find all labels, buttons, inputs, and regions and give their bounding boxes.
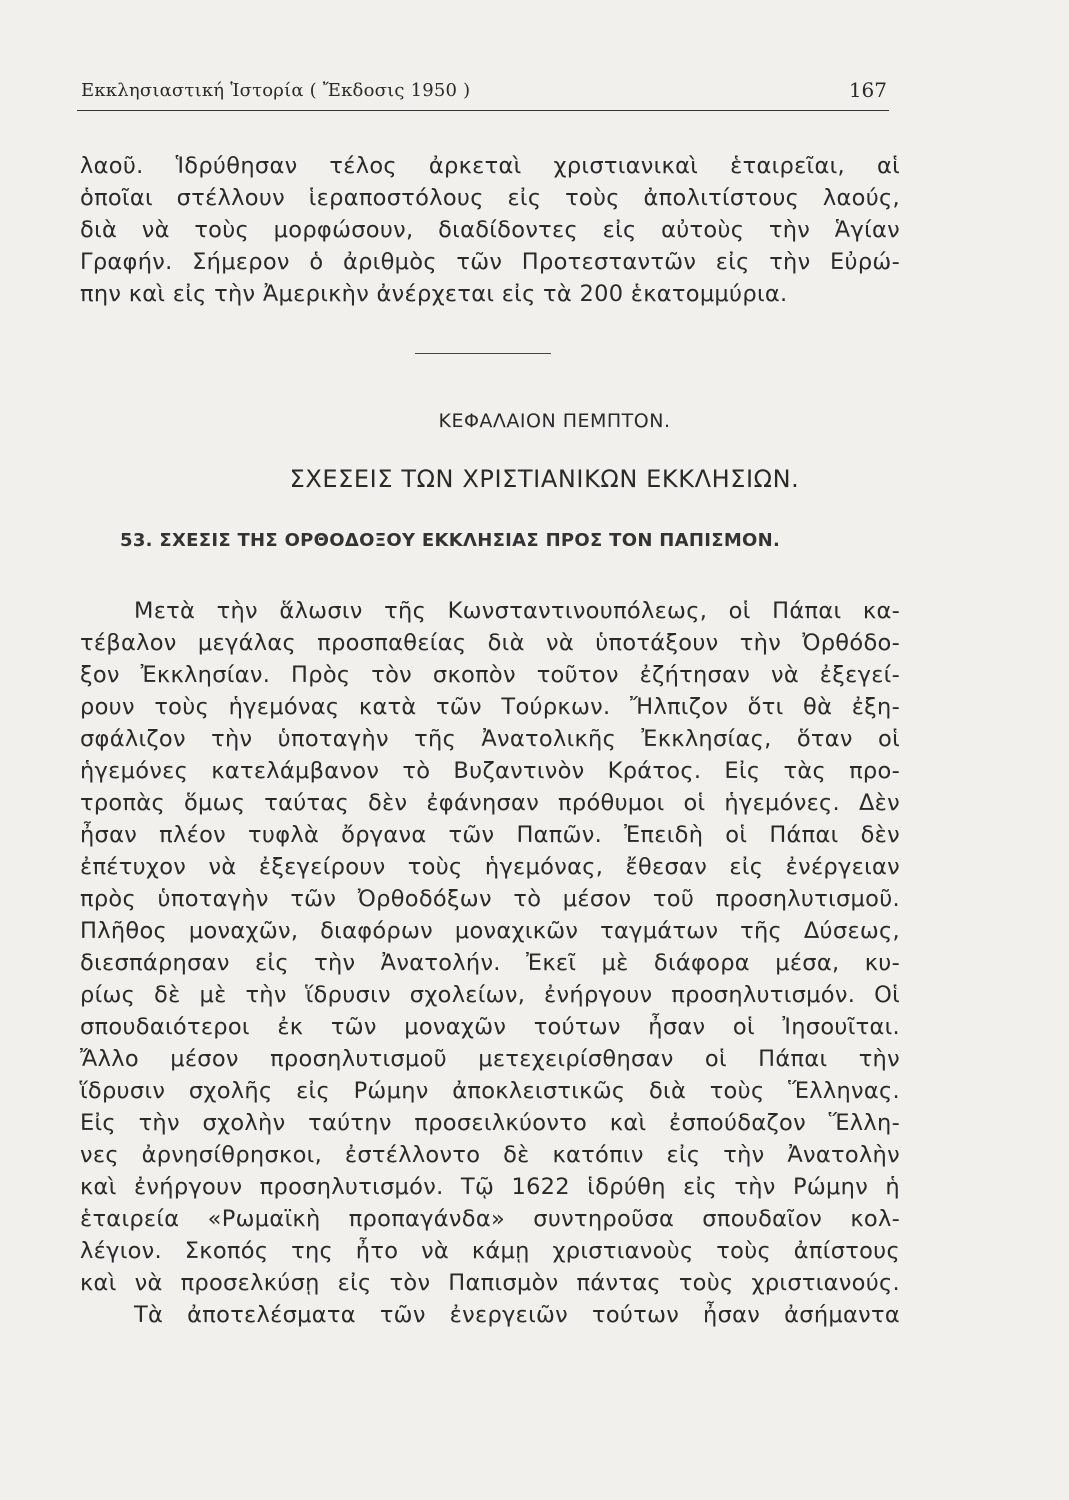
page-number: 167 [848,78,887,102]
text-line: πρὸς ὑποταγὴν τῶν Ὀρθοδόξων τὸ μέσον τοῦ προσηλυτισμοῦ. [80,886,900,912]
body-paragraph [80,595,900,1331]
text-line: ξον Ἐκκλησίαν. Πρὸς τὸν σκοπὸν τοῦτον ἐζήτησαν νὰ ἐξεγεί- [80,662,900,688]
text-line: Μετὰ τὴν ἅλωσιν τῆς Κωνσταντινουπόλεως, οἱ Πάπαι κα- [134,598,900,624]
text-line: Εἰς τὴν σχολὴν ταύτην προσειλκύοντο καὶ ἐσπούδαζον Ἕλλη- [80,1110,900,1136]
text-line: ἵδρυσιν σχολῆς εἰς Ρώμην ἀποκλειστικῶς διὰ τοὺς Ἕλληνας. [80,1078,900,1104]
text-line: Ἄλλο μέσον προσηλυτισμοῦ μετεχειρίσθησαν οἱ Πάπαι τὴν [80,1046,900,1072]
text-line: καὶ ἐνήργουν προσηλυτισμόν. Τῷ 1622 ἱδρύθη εἰς τὴν Ρώμην ἡ [80,1174,900,1200]
text-line: ἑταιρεία «Ρωμαϊκὴ προπαγάνδα» συντηροῦσα σπουδαῖον κολ- [80,1206,900,1232]
text-line: τροπὰς ὅμως ταύτας δὲν ἐφάνησαν πρόθυμοι οἱ ἡγεμόνες. Δὲν [80,790,900,816]
section-heading: 53. ΣΧΕΣΙΣ ΤΗΣ ΟΡΘΟΔΟΞΟΥ ΕΚΚΛΗΣΙΑΣ ΠΡΟΣ ΤΟΝ ΠΑΠΙΣΜΟΝ. [120,530,781,551]
text-line: Γραφήν. Σήμερον ὁ ἀριθμὸς τῶν Προτεσταντῶν εἰς τὴν Εὐρώ- [80,249,900,275]
text-line: λέγιον. Σκοπός της ἦτο νὰ κάμῃ χριστιανοὺς τοὺς ἀπίστους [80,1238,900,1264]
text-line: Τὰ ἀποτελέσματα τῶν ἐνεργειῶν τούτων ἦσαν ἀσήμαντα [134,1302,900,1328]
text-line: ρίως δὲ μὲ τὴν ἵδρυσιν σχολείων, ἐνήργουν προσηλυτισμόν. Οἱ [80,982,900,1008]
running-title: Εκκλησιαστική Ἱστορία ( Ἔκδοσις 1950 ) [81,80,471,101]
text-line: σπουδαιότεροι ἐκ τῶν μοναχῶν τούτων ἦσαν οἱ Ἰησουῖται. [80,1014,900,1040]
text-line: καὶ νὰ προσελκύσῃ εἰς τὸν Παπισμὸν πάντας τοὺς χριστιανούς. [80,1270,900,1296]
text-line: σφάλιζον τὴν ὑποταγὴν τῆς Ἀνατολικῆς Ἐκκλησίας, ὅταν οἱ [80,726,900,752]
running-header [77,76,889,111]
section-divider [415,353,551,354]
text-line: διεσπάρησαν εἰς τὴν Ἀνατολήν. Ἐκεῖ μὲ διάφορα μέσα, κυ- [80,950,900,976]
text-line: ὁποῖαι στέλλουν ἱεραποστόλους εἰς τοὺς ἀπολιτίστους λαούς, [80,185,900,211]
text-line: λαοῦ. Ἱδρύθησαν τέλος ἀρκεταὶ χριστιανικαὶ ἑταιρεῖαι, αἱ [80,153,900,179]
intro-paragraph [80,150,900,310]
text-line: ρουν τοὺς ἡγεμόνας κατὰ τῶν Τούρκων. Ἤλπιζον ὅτι θὰ ἐξη- [80,694,900,720]
text-line: ἦσαν πλέον τυφλὰ ὄργανα τῶν Παπῶν. Ἐπειδὴ οἱ Πάπαι δὲν [80,822,900,848]
text-line: νες ἀρνησίθρησκοι, ἐστέλλοντο δὲ κατόπιν εἰς τὴν Ἀνατολὴν [80,1142,900,1168]
part-heading: ΣΧΕΣΕΙΣ ΤΩΝ ΧΡΙΣΤΙΑΝΙΚΩΝ ΕΚΚΛΗΣΙΩΝ. [289,465,800,493]
text-line: διὰ νὰ τοὺς μορφώσουν, διαδίδοντες εἰς αὐτοὺς τὴν Ἁγίαν [80,217,900,243]
text-line: ἐπέτυχον νὰ ἐξεγείρουν τοὺς ἡγεμόνας, ἔθεσαν εἰς ἐνέργειαν [80,854,900,880]
text-line: ἡγεμόνες κατελάμβανον τὸ Βυζαντινὸν Κράτος. Εἰς τὰς προ- [80,758,900,784]
text-line: τέβαλον μεγάλας προσπαθείας διὰ νὰ ὑποτάξουν τὴν Ὀρθόδο- [80,630,900,656]
text-line: Πλῆθος μοναχῶν, διαφόρων μοναχικῶν ταγμάτων τῆς Δύσεως, [80,918,900,944]
chapter-label: ΚΕΦΑΛΑΙΟΝ ΠΕΜΠΤΟΝ. [438,410,671,432]
text-line: πην καὶ εἰς τὴν Ἀμερικὴν ἀνέρχεται εἰς τὰ 200 ἑκατομμύρια. [80,281,788,307]
